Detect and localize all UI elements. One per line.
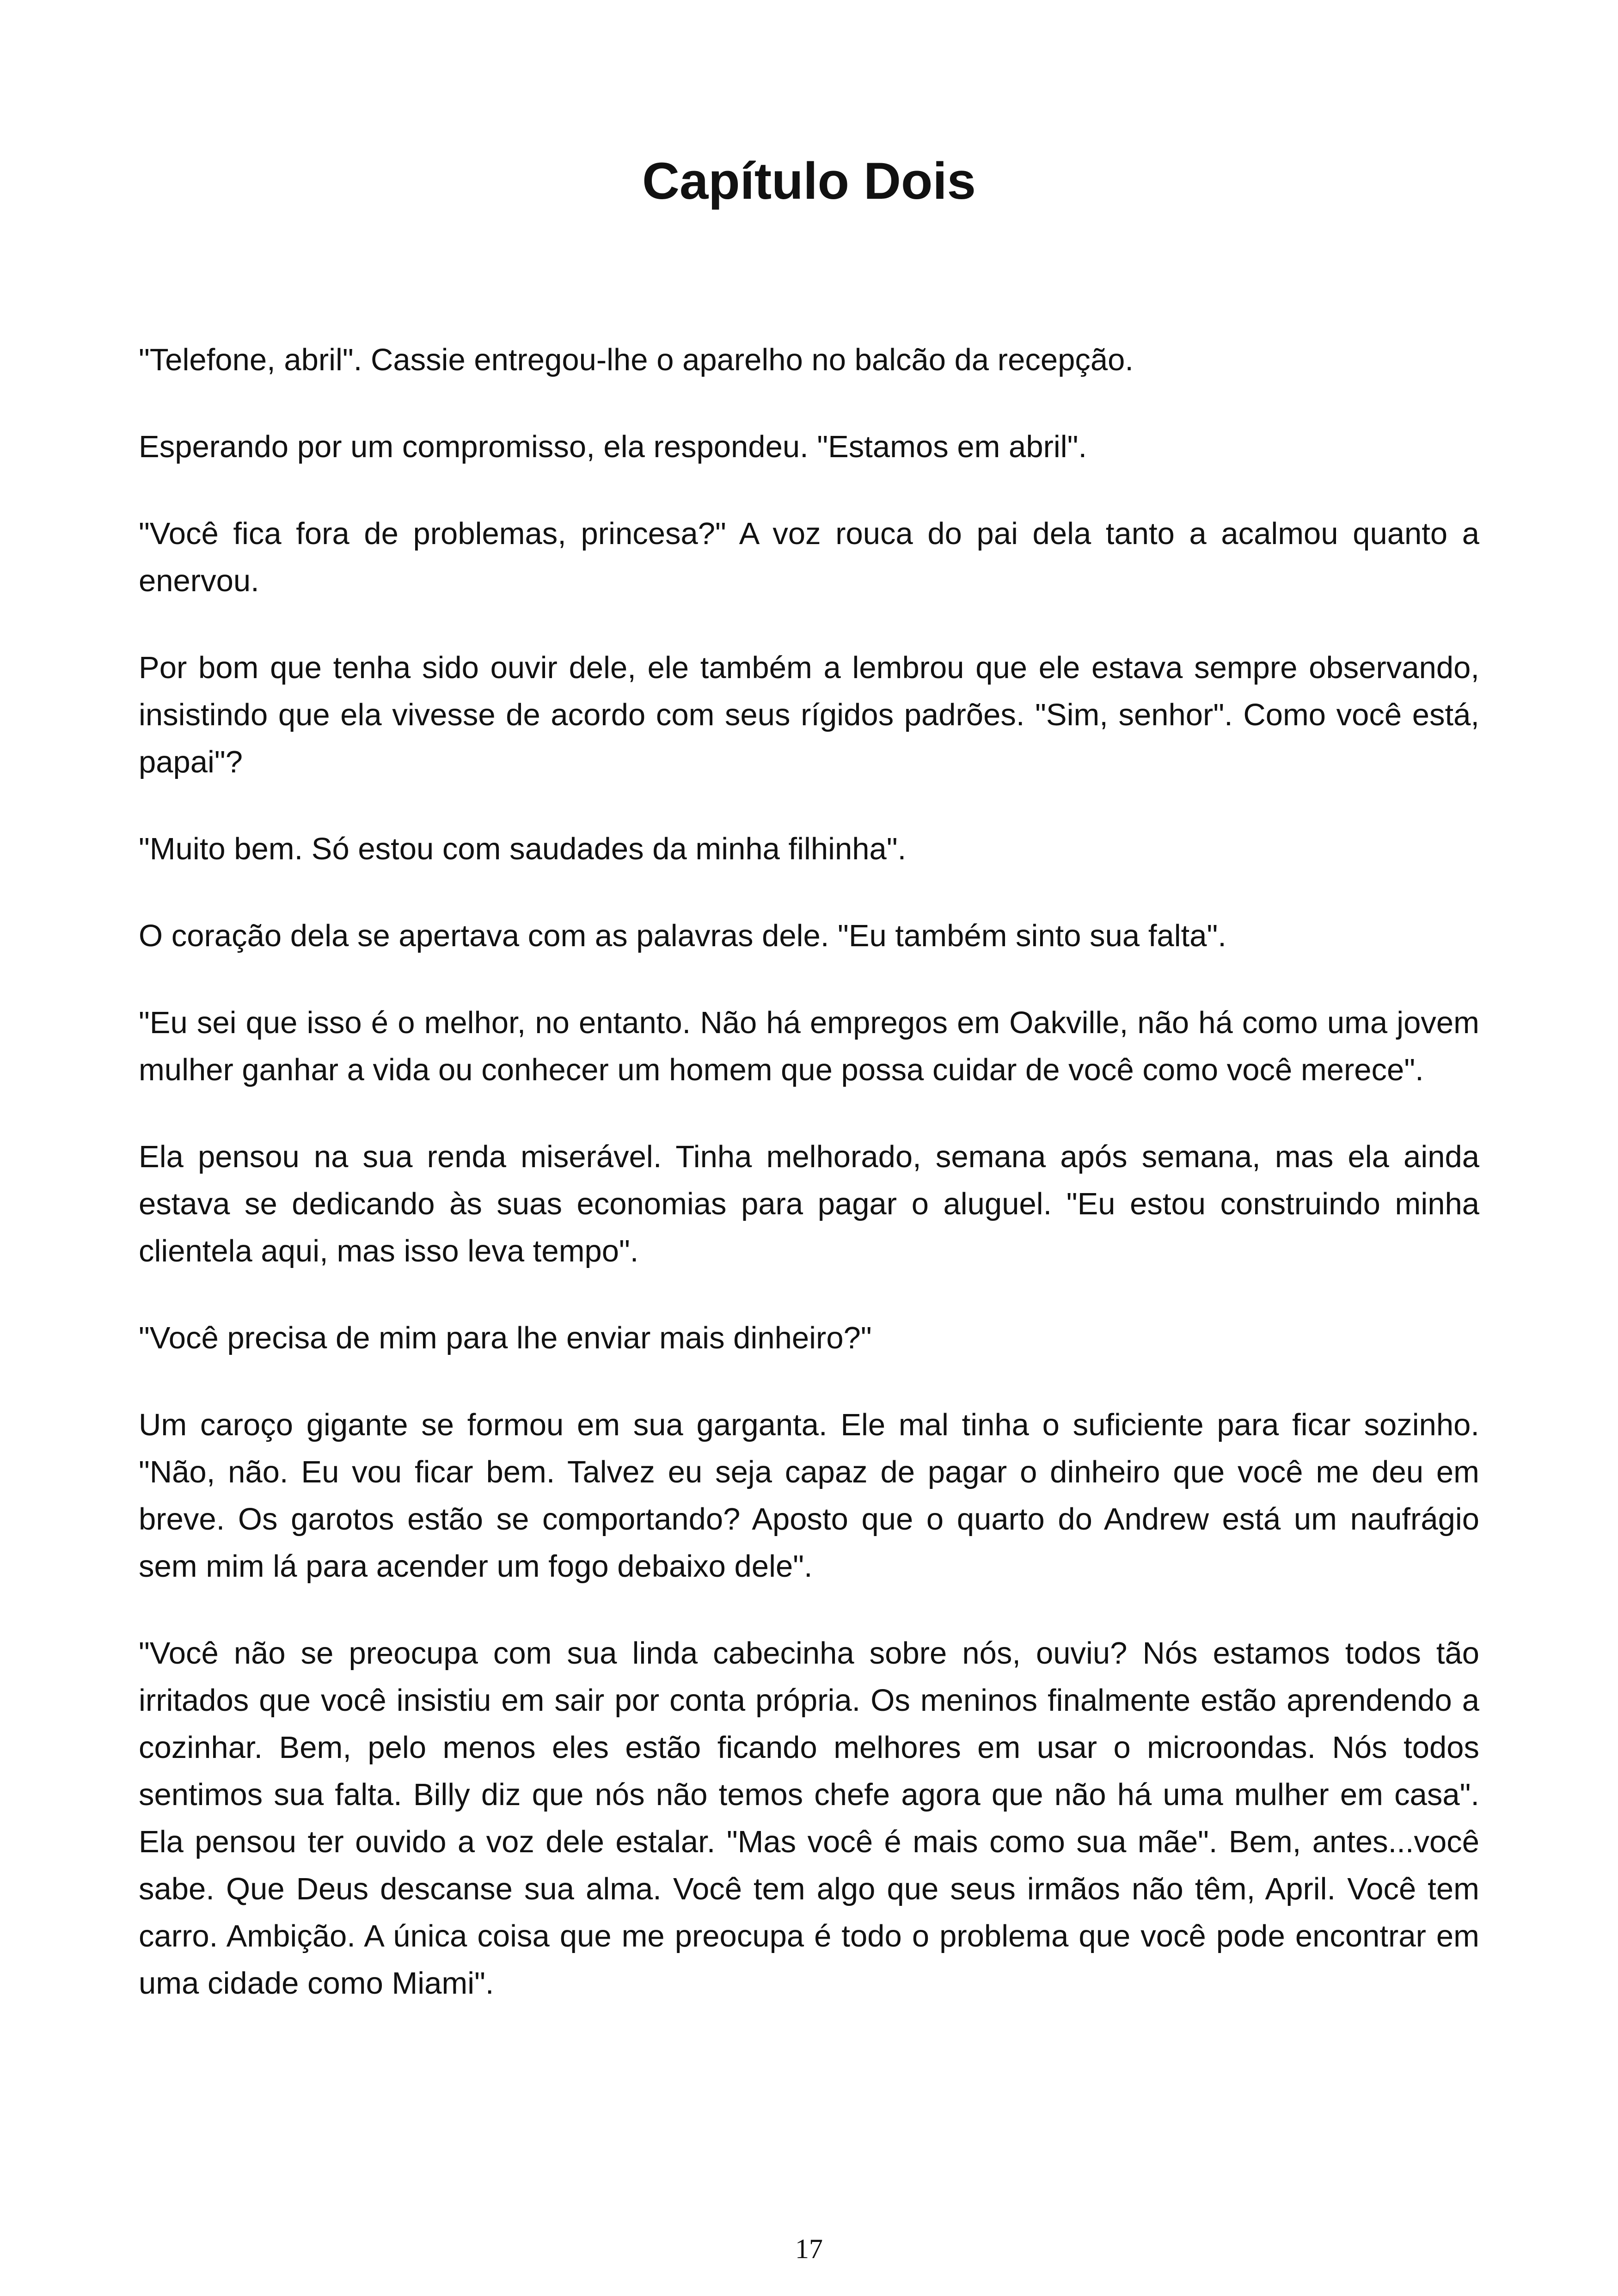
paragraph: "Eu sei que isso é o melhor, no entanto. Não há empregos em Oakville, não há como uma jovem mulher ganhar a vida ou conhecer um homem que possa cuidar de você como você merece". <box>139 1005 1479 1087</box>
paragraph: Esperando por um compromisso, ela respondeu. "Estamos em abril". <box>139 429 1087 464</box>
page-number: 17 <box>795 2234 823 2264</box>
paragraph: "Você fica fora de problemas, princesa?" A voz rouca do pai dela tanto a acalmou quanto a enervou. <box>139 516 1479 598</box>
paragraph: Por bom que tenha sido ouvir dele, ele também a lembrou que ele estava sempre observando, insistindo que ela vivesse de acordo com seus rígidos padrões. "Sim, senhor". Como você está, papai"? <box>139 650 1479 779</box>
paragraph: "Telefone, abril". Cassie entregou-lhe o aparelho no balcão da recepção. <box>139 343 1134 377</box>
paragraph: "Você precisa de mim para lhe enviar mais dinheiro?" <box>139 1321 872 1355</box>
paragraph: "Muito bem. Só estou com saudades da minha filhinha". <box>139 832 907 866</box>
paragraph: Ela pensou na sua renda miserável. Tinha melhorado, semana após semana, mas ela ainda estava se dedicando às suas economias para pagar o aluguel. "Eu estou construindo minha clientela aqui, mas isso leva tempo". <box>139 1139 1479 1268</box>
paragraph: Um caroço gigante se formou em sua garganta. Ele mal tinha o suficiente para ficar sozinho. "Não, não. Eu vou ficar bem. Talvez eu seja capaz de pagar o dinheiro que você me deu em breve. Os garotos estão se comportando? Aposto que o quarto do Andrew está um naufrágio sem mim lá para acender um fogo debaixo dele". <box>139 1408 1479 1584</box>
paragraph: "Você não se preocupa com sua linda cabecinha sobre nós, ouviu? Nós estamos todos tão irritados que você insistiu em sair por conta própria. Os meninos finalmente estão aprendendo a cozinhar. Bem, pelo menos eles estão ficando melhores em usar o microondas. Nós todos sentimos sua falta. Billy diz que nós não temos chefe agora que não há uma mulher em casa". Ela pensou ter ouvido a voz dele estalar. "Mas você é mais como sua mãe". Bem, antes...você sabe. Que Deus descanse sua alma. Você tem algo que seus irmãos não têm, April. Você tem carro. Ambição. A única coisa que me preocupa é todo o problema que você pode encontrar em uma cidade como Miami". <box>139 1636 1479 2001</box>
chapter-title: Capítulo Dois <box>642 152 976 210</box>
paragraph: O coração dela se apertava com as palavras dele. "Eu também sinto sua falta". <box>139 918 1226 953</box>
chapter-body <box>139 337 1479 2047</box>
